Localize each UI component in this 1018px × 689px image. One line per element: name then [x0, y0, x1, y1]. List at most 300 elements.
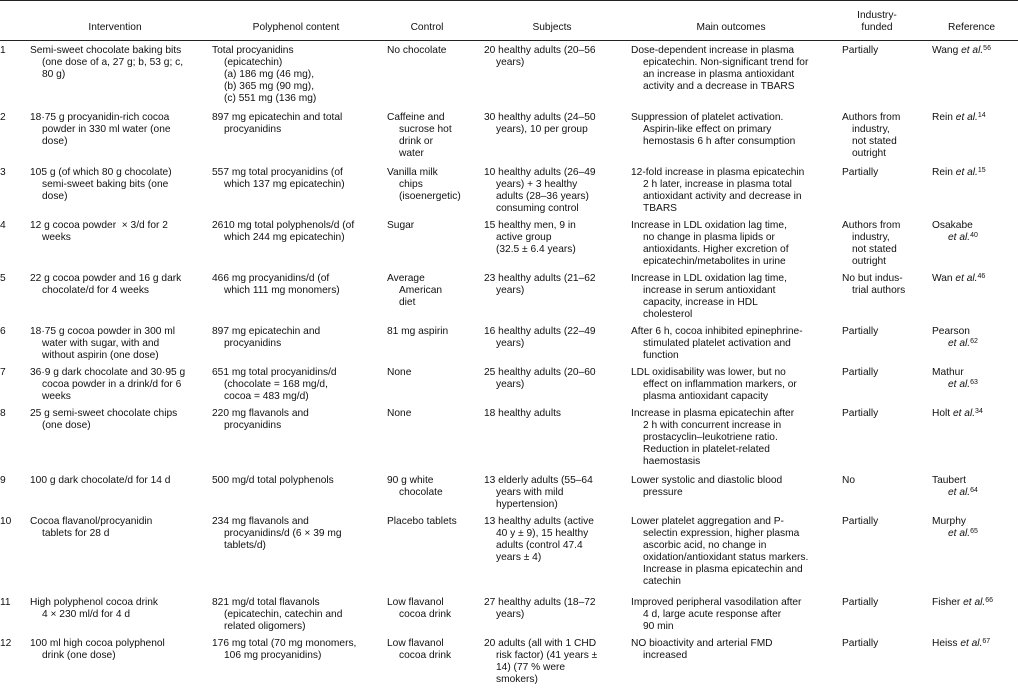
industry-cell: [842, 220, 900, 268]
header-control: Control: [410, 22, 444, 33]
polyphenol-cell: [212, 597, 342, 633]
outcomes-cell: [631, 326, 803, 362]
industry-cell: [842, 273, 905, 297]
intervention-cell-line: (one dose of a, 27 g; b, 53 g; c,: [42, 57, 184, 68]
outcomes-cell-line: pressure: [643, 487, 683, 498]
outcomes-cell-line: capacity, increase in HDL: [643, 297, 758, 308]
polyphenol-cell: [212, 112, 342, 136]
intervention-cell-line: semi-sweet baking bits (one: [42, 179, 169, 190]
subjects-cell-line: active group: [496, 232, 552, 243]
intervention-cell: [30, 167, 172, 203]
control-cell-line: American: [399, 285, 443, 296]
reference-citation-number: 66: [985, 597, 994, 604]
reference-citation-number: 14: [977, 112, 986, 119]
header-intervention: Intervention: [88, 22, 142, 33]
industry-cell: [842, 597, 878, 609]
reference-et-al: et al.: [955, 273, 978, 284]
outcomes-cell: [631, 220, 789, 268]
outcomes-cell-line: Increase in LDL oxidation lag time,: [631, 273, 787, 284]
reference-et-al: et al.: [948, 379, 971, 390]
outcomes-cell-line: selectin expression, higher plasma: [643, 528, 800, 539]
outcomes-cell-line: Lower systolic and diastolic blood: [631, 475, 783, 486]
subjects-cell-line: 25 healthy adults (20–60: [484, 367, 596, 378]
outcomes-cell-line: prostacyclin–leukotriene ratio.: [643, 432, 778, 443]
reference-cell: [932, 408, 983, 420]
reference-et-al: et al.: [948, 487, 971, 498]
industry-cell: [842, 638, 878, 650]
intervention-cell-line: High polyphenol cocoa drink: [30, 597, 158, 608]
subjects-cell-line: years): [496, 338, 525, 349]
outcomes-cell-line: 2 h later, increase in plasma total: [643, 179, 792, 190]
outcomes-cell-line: 4 d, large acute response after: [643, 609, 782, 620]
subjects-cell-line: years): [496, 379, 525, 390]
industry-cell-line: No: [842, 475, 856, 486]
reference-citation-number: 65: [970, 528, 978, 535]
intervention-cell-line: tablets for 28 d: [42, 528, 110, 539]
reference-et-al: et al.: [960, 638, 983, 649]
subjects-cell-line: years ± 4): [496, 552, 542, 563]
control-cell-line: Sugar: [387, 220, 415, 231]
intervention-cell-line: 18·75 g procyanidin-rich cocoa: [30, 112, 170, 123]
reference-author: Mathur: [932, 367, 964, 378]
control-cell: [387, 638, 451, 662]
subjects-cell-line: 18 healthy adults: [484, 408, 562, 419]
subjects-cell-line: 40 y ± 9), 15 healthy: [496, 528, 589, 539]
intervention-cell-line: weeks: [42, 391, 71, 402]
subjects-cell-line: 14) (77 % were: [496, 662, 566, 673]
reference-cell: [932, 167, 986, 179]
industry-cell-line: not stated: [852, 244, 897, 255]
intervention-cell: [30, 516, 152, 540]
control-cell-line: None: [387, 367, 412, 378]
industry-cell-line: trial authors: [852, 285, 906, 296]
industry-cell: [842, 367, 878, 379]
header-industry-line1: Industry-: [857, 10, 897, 21]
outcomes-cell-line: epicatechin/metabolites in urine: [643, 256, 786, 267]
polyphenol-cell: [212, 408, 309, 432]
reference-et-al: et al.: [955, 167, 978, 178]
control-cell-line: cocoa drink: [399, 650, 452, 661]
industry-cell-line: Partially: [842, 408, 879, 419]
industry-cell: [842, 475, 855, 487]
control-cell-line: water: [399, 148, 424, 159]
industry-cell-line: Partially: [842, 167, 879, 178]
outcomes-cell-line: 90 min: [643, 621, 674, 632]
outcomes-cell-line: epicatechin. Non-significant trend for: [643, 57, 809, 68]
polyphenol-cell-line: related oligomers): [224, 621, 306, 632]
intervention-cell-line: 100 g dark chocolate/d for 14 d: [30, 475, 171, 486]
reference-cell: [932, 45, 991, 57]
intervention-cell-line: dose): [42, 191, 68, 202]
control-cell-line: None: [387, 408, 412, 419]
header-industry-line2: funded: [861, 22, 893, 33]
polyphenol-cell: [212, 273, 340, 297]
outcomes-cell-line: an increase in plasma antioxidant: [643, 69, 795, 80]
outcomes-cell-line: Increase in LDL oxidation lag time,: [631, 220, 787, 231]
subjects-cell: [484, 220, 576, 256]
industry-cell-line: Partially: [842, 326, 879, 337]
industry-cell-line: Authors from: [842, 112, 901, 123]
polyphenol-cell-line: which 111 mg monomers): [224, 285, 340, 296]
outcomes-cell: [631, 273, 787, 321]
header-subjects: Subjects: [532, 22, 572, 33]
outcomes-cell-line: LDL oxidisability was lower, but no: [631, 367, 786, 378]
control-cell: [387, 112, 452, 160]
control-cell: [387, 597, 451, 621]
outcomes-cell: [631, 45, 808, 93]
intervention-cell: [30, 367, 185, 403]
industry-cell-line: Partially: [842, 516, 879, 527]
reference-citation-number: 62: [970, 338, 978, 345]
polyphenol-cell: [212, 475, 334, 487]
row-number-cell: 7: [0, 367, 6, 378]
subjects-cell-line: 27 healthy adults (18–72: [484, 597, 596, 608]
outcomes-cell-line: increase in serum antioxidant: [643, 285, 776, 296]
subjects-cell-line: 30 healthy adults (24–50: [484, 112, 596, 123]
reference-citation-number: 56: [983, 45, 991, 52]
polyphenol-cell-line: 500 mg/d total polyphenols: [212, 475, 334, 486]
outcomes-cell-line: Suppression of platelet activation.: [631, 112, 784, 123]
outcomes-cell-line: After 6 h, cocoa inhibited epinephrine-: [631, 326, 803, 337]
intervention-cell-line: 12 g cocoa powder × 3/d for 2: [30, 220, 168, 231]
control-cell-line: Low flavanol: [387, 597, 444, 608]
reference-cell: [932, 112, 986, 124]
subjects-cell-line: risk factor) (41 years ±: [496, 650, 598, 661]
industry-cell: [842, 326, 878, 338]
header-industry-funded: [838, 10, 916, 34]
reference-citation-number: 34: [975, 408, 983, 415]
reference-author: Rein: [932, 112, 956, 123]
row-number-cell: 2: [0, 112, 6, 123]
outcomes-cell-line: Increase in plasma epicatechin and: [643, 564, 803, 575]
reference-cell: [932, 638, 990, 650]
industry-cell: [842, 45, 878, 57]
outcomes-cell-line: Lower platelet aggregation and P-: [631, 516, 784, 527]
control-cell-line: diet: [399, 297, 416, 308]
intervention-cell: [30, 326, 175, 362]
reference-et-al: et al.: [963, 597, 986, 608]
industry-cell-line: No but indus-: [842, 273, 903, 284]
outcomes-cell: [631, 638, 773, 662]
polyphenol-cell-line: which 244 mg epicatechin): [224, 232, 345, 243]
intervention-cell: [30, 273, 181, 297]
outcomes-cell-line: catechin: [643, 576, 681, 587]
polyphenol-cell-line: 466 mg procyanidins/d (of: [212, 273, 330, 284]
subjects-cell: [484, 408, 561, 420]
polyphenol-cell-line: Total procyanidins: [212, 45, 294, 56]
row-number-cell: 11: [0, 597, 11, 608]
polyphenol-cell-line: 220 mg flavanols and: [212, 408, 309, 419]
row-number-cell: 3: [0, 167, 6, 178]
intervention-cell: [30, 597, 158, 621]
intervention-cell: [30, 112, 171, 148]
reference-author: Taubert: [932, 475, 966, 486]
header-reference: Reference: [947, 22, 995, 33]
polyphenol-cell-line: procyanidins/d (6 × 39 mg: [224, 528, 342, 539]
row-number-cell: 9: [0, 475, 6, 486]
subjects-cell: [484, 638, 597, 686]
subjects-cell-line: 10 healthy adults (26–49: [484, 167, 596, 178]
subjects-cell-line: years with mild: [496, 487, 564, 498]
polyphenol-cell-line: 821 mg/d total flavanols: [212, 597, 320, 608]
control-cell: [387, 475, 443, 499]
row-number-cell: 12: [0, 638, 12, 649]
polyphenol-cell-line: procyanidins: [224, 420, 282, 431]
reference-cell: [932, 367, 978, 391]
control-cell-line: Low flavanol: [387, 638, 444, 649]
subjects-cell: [484, 597, 596, 621]
subjects-cell-line: adults (28–36 years): [496, 191, 589, 202]
polyphenol-cell: [212, 638, 356, 662]
outcomes-cell-line: increased: [643, 650, 688, 661]
header-polyphenol-content: Polyphenol content: [252, 22, 340, 33]
reference-author: Fisher: [932, 597, 964, 608]
control-cell-line: Average: [387, 273, 425, 284]
reference-cell: [932, 475, 978, 499]
outcomes-cell-line: 12-fold increase in plasma epicatechin: [631, 167, 805, 178]
intervention-cell-line: 100 ml high cocoa polyphenol: [30, 638, 165, 649]
outcomes-cell-line: NO bioactivity and arterial FMD: [631, 638, 773, 649]
industry-cell-line: industry,: [852, 232, 890, 243]
polyphenol-cell-line: 234 mg flavanols and: [212, 516, 309, 527]
polyphenol-cell-line: 897 mg epicatechin and total: [212, 112, 343, 123]
reference-author: Rein: [932, 167, 956, 178]
industry-cell-line: Authors from: [842, 220, 901, 231]
polyphenol-cell-line: 897 mg epicatechin and: [212, 326, 321, 337]
polyphenol-cell-line: tablets/d): [224, 540, 266, 551]
polyphenol-cell-line: 2610 mg total polyphenols/d (of: [212, 220, 355, 231]
polyphenol-cell-line: cocoa = 483 mg/d): [224, 391, 309, 402]
subjects-cell-line: (32.5 ± 6.4 years): [496, 244, 576, 255]
control-cell-line: Placebo tablets: [387, 516, 457, 527]
reference-cell: [932, 273, 985, 285]
subjects-cell-line: 20 adults (all with 1 CHD: [484, 638, 597, 649]
outcomes-cell: [631, 112, 795, 148]
outcomes-cell-line: plasma antioxidant capacity: [643, 391, 769, 402]
control-cell-line: 90 g white: [387, 475, 434, 486]
outcomes-cell-line: Dose-dependent increase in plasma: [631, 45, 795, 56]
control-cell: [387, 367, 411, 379]
industry-cell: [842, 167, 878, 179]
outcomes-cell: [631, 516, 808, 588]
row-number-cell: 5: [0, 273, 6, 284]
reference-et-al: et al.: [948, 338, 971, 349]
reference-author: Wang: [932, 45, 962, 56]
polyphenol-cell: [212, 220, 354, 244]
outcomes-cell-line: activity and a decrease in TBARS: [643, 81, 795, 92]
reference-et-al: et al.: [961, 45, 984, 56]
intervention-cell: [30, 220, 168, 244]
polyphenol-cell-line: which 137 mg epicatechin): [224, 179, 345, 190]
subjects-cell-line: 15 healthy men, 9 in: [484, 220, 576, 231]
outcomes-cell-line: effect on inflammation markers, or: [643, 379, 797, 390]
subjects-cell-line: 20 healthy adults (20–56: [484, 45, 596, 56]
intervention-cell-line: without aspirin (one dose): [42, 350, 159, 361]
reference-cell: [932, 597, 993, 609]
outcomes-cell-line: 2 h with concurrent increase in: [643, 420, 782, 431]
reference-citation-number: 40: [970, 232, 978, 239]
subjects-cell-line: hypertension): [496, 499, 558, 510]
header-main-outcomes: Main outcomes: [696, 22, 766, 33]
control-cell: [387, 516, 457, 528]
intervention-cell-line: dose): [42, 136, 68, 147]
outcomes-cell-line: antioxidants. Higher excretion of: [643, 244, 789, 255]
control-cell-line: Caffeine and: [387, 112, 445, 123]
reference-citation-number: 15: [977, 167, 986, 174]
outcomes-cell-line: ascorbic acid, no change in: [643, 540, 767, 551]
outcomes-cell: [631, 367, 797, 403]
outcomes-cell: [631, 167, 804, 215]
outcomes-cell-line: antioxidant activity and decrease in: [643, 191, 802, 202]
subjects-cell-line: 13 elderly adults (55–64: [484, 475, 593, 486]
polyphenol-cell: [212, 516, 342, 552]
subjects-cell-line: 13 healthy adults (active: [484, 516, 594, 527]
polyphenol-cell: [212, 326, 320, 350]
control-cell-line: chips: [399, 179, 423, 190]
polyphenol-cell: [212, 45, 316, 105]
outcomes-cell-line: Improved peripheral vasodilation after: [631, 597, 802, 608]
polyphenol-cell-line: procyanidins: [224, 338, 282, 349]
reference-author: Wan: [932, 273, 956, 284]
intervention-cell: [30, 45, 183, 81]
industry-cell-line: outright: [852, 148, 886, 159]
subjects-cell-line: consuming control: [496, 203, 579, 214]
subjects-cell: [484, 475, 593, 511]
intervention-cell-line: drink (one dose): [42, 650, 116, 661]
subjects-cell-line: years), 10 per group: [496, 124, 588, 135]
control-cell-line: drink or: [399, 136, 433, 147]
reference-et-al: et al.: [952, 408, 976, 419]
control-cell: [387, 167, 461, 203]
intervention-cell-line: (one dose): [42, 420, 91, 431]
control-cell-line: chocolate: [399, 487, 443, 498]
row-number-cell: 6: [0, 326, 6, 337]
intervention-cell: [30, 408, 177, 432]
intervention-cell-line: 80 g): [42, 69, 66, 80]
subjects-cell: [484, 367, 596, 391]
outcomes-cell-line: haemostasis: [643, 456, 701, 467]
polyphenol-cell-line: (c) 551 mg (136 mg): [224, 93, 317, 104]
subjects-cell: [484, 45, 596, 69]
intervention-cell-line: 105 g (of which 80 g chocolate): [30, 167, 172, 178]
intervention-cell-line: 36·9 g dark chocolate and 30·95 g: [30, 367, 186, 378]
intervention-cell-line: 4 × 230 ml/d for 4 d: [42, 609, 131, 620]
polyphenol-cell-line: (b) 365 mg (90 mg),: [224, 81, 315, 92]
subjects-cell-line: years): [496, 285, 525, 296]
polyphenol-cell: [212, 367, 337, 403]
control-cell: [387, 326, 448, 338]
outcomes-cell-line: oxidation/antioxidant status markers.: [643, 552, 809, 563]
outcomes-cell-line: Aspirin-like effect on primary: [643, 124, 772, 135]
industry-cell: [842, 516, 878, 528]
industry-cell: [842, 112, 900, 160]
intervention-cell-line: chocolate/d for 4 weeks: [42, 285, 150, 296]
subjects-cell: [484, 112, 596, 136]
reference-et-al: et al.: [948, 232, 971, 243]
reference-author: Heiss: [932, 638, 961, 649]
outcomes-cell-line: Increase in plasma epicatechin after: [631, 408, 795, 419]
reference-citation-number: 46: [977, 273, 986, 280]
industry-cell-line: Partially: [842, 638, 879, 649]
control-cell: [387, 220, 414, 232]
industry-cell-line: not stated: [852, 136, 897, 147]
control-cell-line: cocoa drink: [399, 609, 452, 620]
row-number-cell: 4: [0, 220, 6, 231]
reference-citation-number: 67: [982, 638, 991, 645]
reference-cell: [932, 326, 978, 350]
outcomes-cell-line: TBARS: [643, 203, 677, 214]
subjects-cell: [484, 167, 596, 215]
polyphenol-cell: [212, 167, 345, 191]
outcomes-cell-line: no change in plasma lipids or: [643, 232, 775, 243]
reference-cell: [932, 516, 978, 540]
polyphenol-cell-line: 557 mg total procyanidins (of: [212, 167, 343, 178]
control-cell: [387, 273, 442, 309]
subjects-cell-line: smokers): [496, 674, 538, 685]
outcomes-cell-line: stimulated platelet activation and: [643, 338, 791, 349]
header-rule: [0, 40, 1018, 41]
outcomes-cell-line: cholesterol: [643, 309, 693, 320]
subjects-cell-line: years): [496, 609, 525, 620]
subjects-cell-line: 23 healthy adults (21–62: [484, 273, 596, 284]
row-number-cell: 10: [0, 516, 12, 527]
polyphenol-cell-line: (a) 186 mg (46 mg),: [224, 69, 315, 80]
intervention-cell-line: 25 g semi-sweet chocolate chips: [30, 408, 178, 419]
reference-citation-number: 63: [970, 379, 978, 386]
control-cell-line: No chocolate: [387, 45, 447, 56]
industry-cell: [842, 408, 878, 420]
intervention-cell-line: 18·75 g cocoa powder in 300 ml: [30, 326, 175, 337]
outcomes-cell: [631, 408, 794, 468]
polyphenol-cell-line: 651 mg total procyanidins/d: [212, 367, 337, 378]
polyphenol-cell-line: procyanidins: [224, 124, 282, 135]
subjects-cell-line: adults (control 47.4: [496, 540, 583, 551]
control-cell-line: 81 mg aspirin: [387, 326, 449, 337]
reference-author: Osakabe: [932, 220, 973, 231]
intervention-cell-line: water with sugar, with and: [42, 338, 160, 349]
industry-cell-line: Partially: [842, 367, 879, 378]
row-number-cell: 8: [0, 408, 6, 419]
control-cell-line: (isoenergetic): [399, 191, 461, 202]
subjects-cell-line: 16 healthy adults (22–49: [484, 326, 596, 337]
reference-author: Holt: [932, 408, 953, 419]
control-cell: [387, 45, 446, 57]
reference-et-al: et al.: [948, 528, 971, 539]
intervention-cell: [30, 475, 170, 487]
outcomes-cell-line: hemostasis 6 h after consumption: [643, 136, 796, 147]
control-cell-line: Vanilla milk: [387, 167, 438, 178]
intervention-cell-line: 22 g cocoa powder and 16 g dark: [30, 273, 182, 284]
polyphenol-cell-line: (chocolate = 168 mg/d,: [224, 379, 328, 390]
polyphenol-cell-line: (epicatechin, catechin and: [224, 609, 343, 620]
reference-cell: [932, 220, 978, 244]
reference-citation-number: 64: [970, 487, 978, 494]
industry-cell-line: Partially: [842, 45, 879, 56]
industry-cell-line: Partially: [842, 597, 879, 608]
subjects-cell-line: years) + 3 healthy: [496, 179, 578, 190]
outcomes-cell-line: function: [643, 350, 679, 361]
intervention-cell: [30, 638, 165, 662]
outcomes-cell-line: Reduction in platelet-related: [643, 444, 770, 455]
intervention-cell-line: Cocoa flavanol/procyanidin: [30, 516, 153, 527]
outcomes-cell: [631, 597, 801, 633]
intervention-cell-line: powder in 330 ml water (one: [42, 124, 171, 135]
table-top-rule: [0, 0, 1018, 1]
row-number-cell: 1: [0, 45, 6, 56]
intervention-cell-line: weeks: [42, 232, 71, 243]
polyphenol-cell-line: 106 mg procyanidins): [224, 650, 322, 661]
outcomes-cell: [631, 475, 782, 499]
